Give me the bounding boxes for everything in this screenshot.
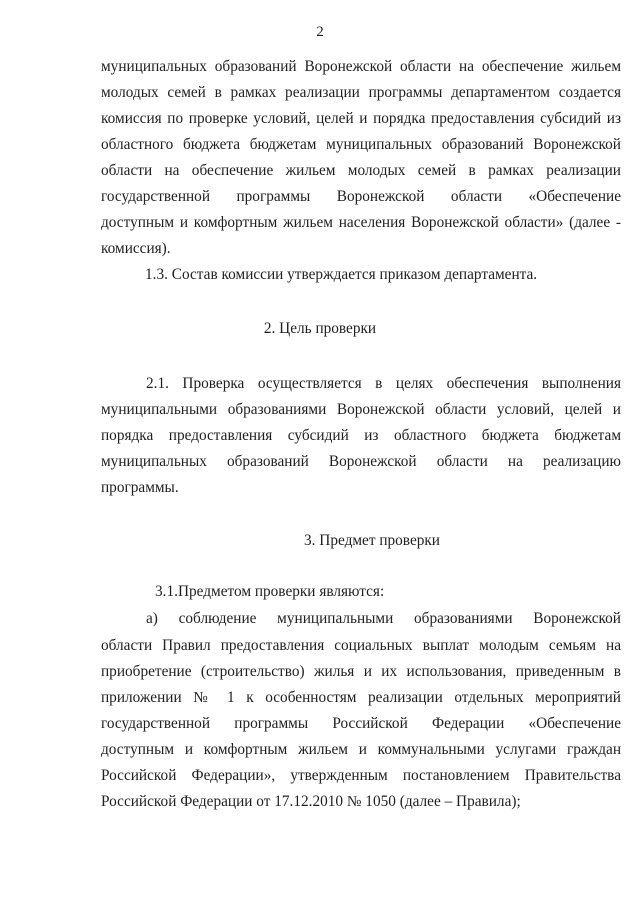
text-line: области на обеспечение жильем молодых семей в рамках реализации xyxy=(101,162,621,179)
text-line: а) соблюдение муниципальными образованиями Воронежской xyxy=(146,610,621,627)
text-line: областного бюджета бюджетам муниципальных образований Воронежской xyxy=(101,136,621,153)
text-line: приобретение (строительство) жилья и их использования, приведенным в xyxy=(101,663,621,680)
text-line: доступным и комфортным жильем населения Воронежской области» (далее - xyxy=(101,214,621,231)
text-line: программы. xyxy=(101,479,179,496)
text-line: Российской Федерации от 17.12.2010 № 1050 (далее – Правила); xyxy=(101,793,521,810)
text-line: приложении № 1 к особенностям реализации отдельных мероприятий xyxy=(101,689,621,706)
text-line: комиссия). xyxy=(101,240,171,257)
text-line: области Правил предоставления социальных выплат молодым семьям на xyxy=(101,637,621,654)
section-heading: 3. Предмет проверки xyxy=(303,532,440,549)
text-line: государственной программы Воронежской области «Обеспечение xyxy=(101,188,621,205)
section-heading: 2. Цель проверки xyxy=(263,320,377,337)
text-line: доступным и комфортным жильем и коммунальными услугами граждан xyxy=(101,741,621,758)
text-line: 1.3. Состав комиссии утверждается приказом департамента. xyxy=(145,266,538,283)
text-line: молодых семей в рамках реализации программы департаментом создается xyxy=(101,84,621,101)
text-line: муниципальных образований Воронежской области на обеспечение жильем xyxy=(101,58,621,75)
text-line: комиссия по проверке условий, целей и порядка предоставления субсидий из xyxy=(101,110,621,127)
text-line: муниципальными образованиями Воронежской области условий, целей и xyxy=(101,401,621,418)
text-line: порядка предоставления субсидий из областного бюджета бюджетам xyxy=(101,427,621,444)
text-line: муниципальных образований Воронежской области на реализацию xyxy=(101,453,621,470)
text-line: 3.1.Предметом проверки являются: xyxy=(155,583,385,600)
text-line: Российской Федерации», утвержденным постановлением Правительства xyxy=(101,767,621,784)
text-line: государственной программы Российской Федерации «Обеспечение xyxy=(101,715,621,732)
text-line: 2.1. Проверка осуществляется в целях обеспечения выполнения xyxy=(146,375,621,392)
page-number: 2 xyxy=(316,24,324,40)
